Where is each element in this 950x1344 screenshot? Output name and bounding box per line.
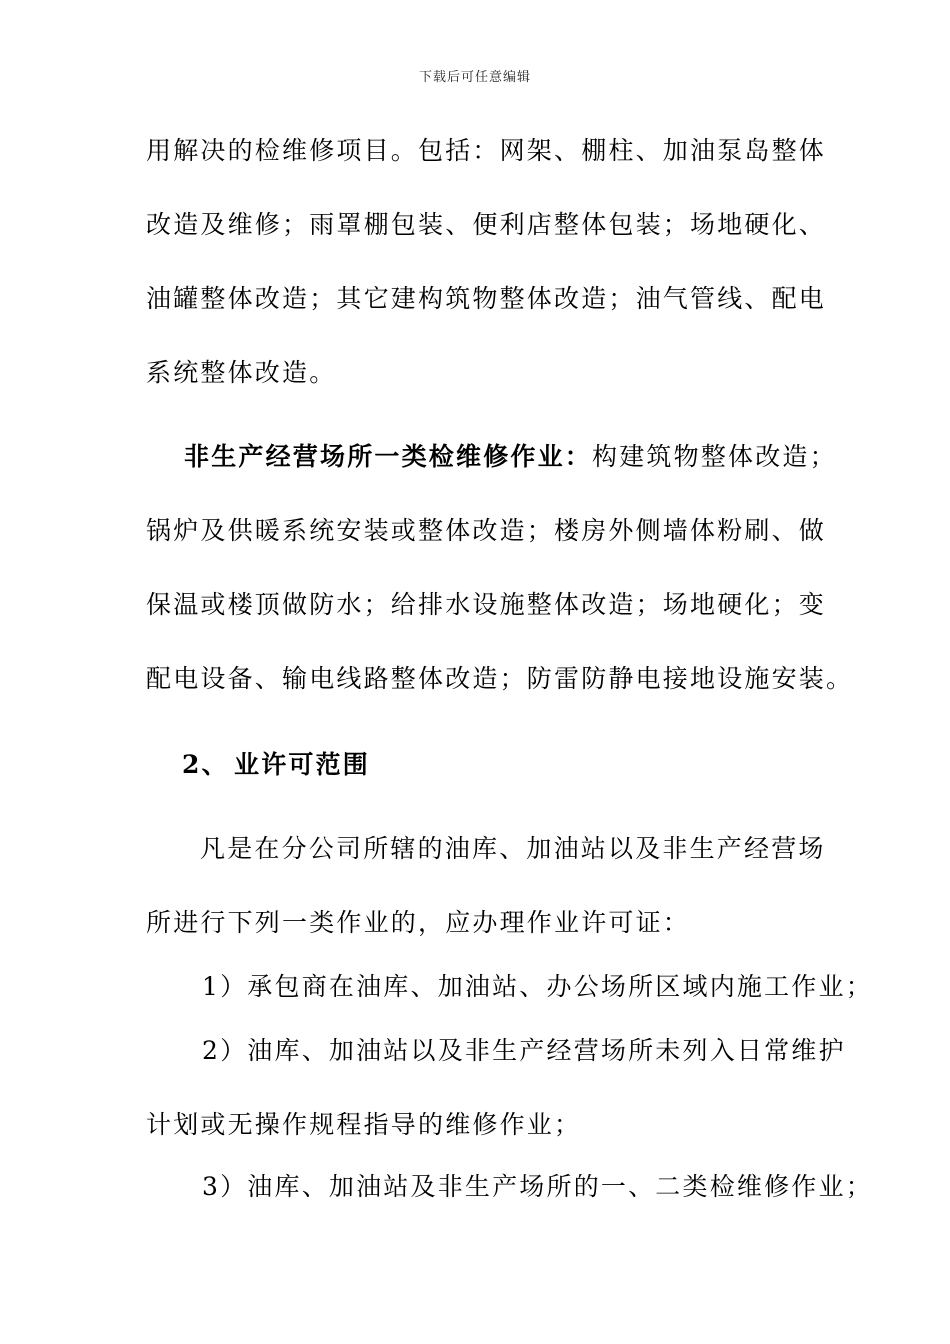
page-header: 下载后可任意编辑 xyxy=(418,70,531,85)
list-item-continuation: 计划或无操作规程指导的维修作业； xyxy=(146,1110,582,1139)
paragraph-line: 锅炉及供暖系统安装或整体改造；楼房外侧墙体粉刷、做 xyxy=(146,516,827,545)
section-title: 业许可范围 xyxy=(234,750,371,779)
paragraph-line: 所进行下列一类作业的，应办理作业许可证： xyxy=(146,908,691,937)
paragraph-line: 保温或楼顶做防水；给排水设施整体改造；场地硬化；变 xyxy=(146,590,827,619)
paragraph-line: 改造及维修；雨罩棚包装、便利店整体包装；场地硬化、 xyxy=(146,210,827,239)
paragraph-line: 用解决的检维修项目。包括：网架、棚柱、加油泵岛整体 xyxy=(146,136,827,165)
paragraph-line: 系统整体改造。 xyxy=(146,358,337,387)
paragraph-line: 配电设备、输电线路整体改造；防雷防静电接地设施安装。 xyxy=(146,664,854,693)
paragraph-line: 凡是在分公司所辖的油库、加油站以及非生产经营场 xyxy=(200,834,826,863)
section-number: 2、 xyxy=(182,750,229,779)
paragraph-text: 构建筑物整体改造； xyxy=(592,442,837,471)
paragraph-line: 油罐整体改造；其它建构筑物整体改造；油气管线、配电 xyxy=(146,284,827,313)
bold-lead-text: 非生产经营场所一类检维修作业： xyxy=(184,442,593,471)
paragraph-first-line xyxy=(184,444,837,469)
list-item: 2）油库、加油站以及非生产经营场所未列入日常维护 xyxy=(202,1036,846,1065)
list-item: 3）油库、加油站及非生产场所的一、二类检维修作业； xyxy=(202,1172,873,1201)
list-item: 1）承包商在油库、加油站、办公场所区域内施工作业； xyxy=(202,972,873,1001)
